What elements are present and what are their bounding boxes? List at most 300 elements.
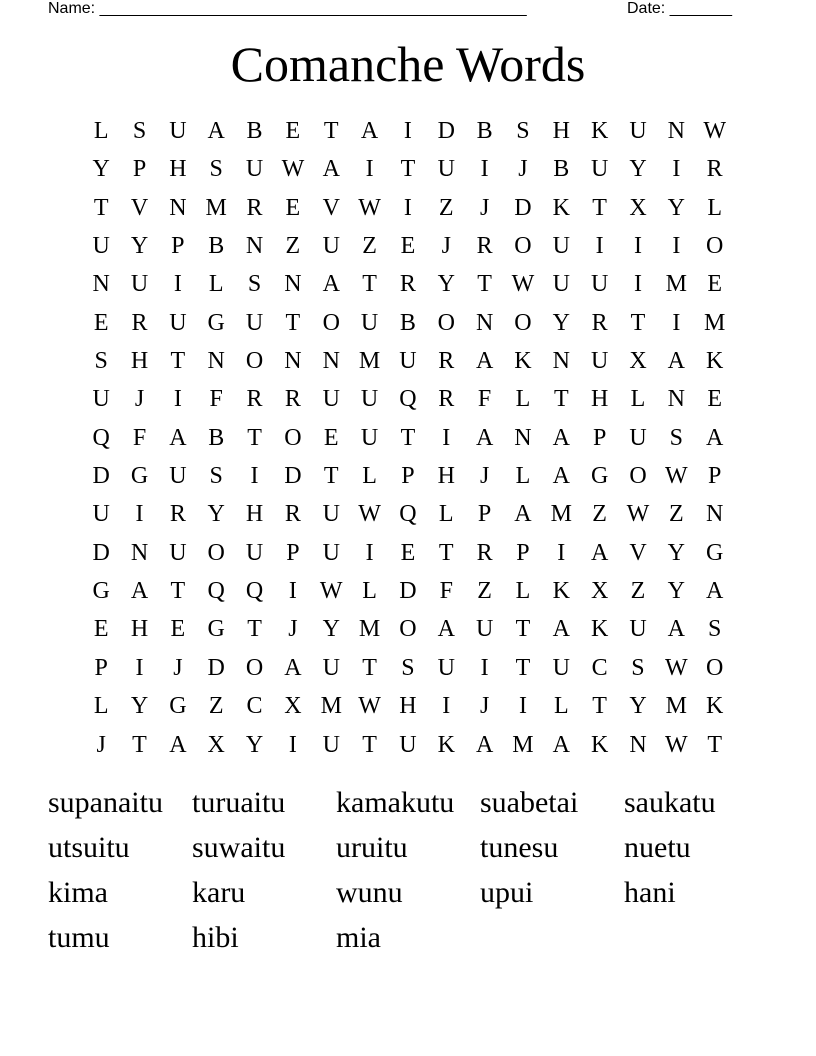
word-list <box>48 780 768 960</box>
grid-letter[interactable]: F <box>477 386 492 413</box>
grid-letter[interactable]: U <box>399 731 417 758</box>
grid-letter[interactable]: Y <box>667 539 685 566</box>
grid-letter[interactable]: T <box>132 731 147 758</box>
grid-letter[interactable]: P <box>286 539 300 566</box>
grid-letter[interactable]: K <box>590 616 609 643</box>
grid-letter[interactable]: W <box>281 156 305 183</box>
grid-letter[interactable]: I <box>518 693 527 720</box>
grid-letter[interactable]: I <box>672 233 681 260</box>
grid-letter[interactable]: M <box>665 271 687 298</box>
grid-letter[interactable]: L <box>515 578 531 605</box>
grid-letter[interactable]: D <box>437 118 455 144</box>
grid-letter[interactable]: N <box>629 731 647 758</box>
grid-letter[interactable]: S <box>209 463 223 490</box>
grid-letter[interactable]: Y <box>552 309 570 336</box>
grid-letter[interactable]: E <box>400 539 416 566</box>
grid-letter[interactable]: T <box>170 578 186 605</box>
grid-letter[interactable]: M <box>205 194 227 221</box>
grid-letter[interactable]: O <box>322 309 340 336</box>
grid-letter[interactable]: O <box>207 539 225 566</box>
grid-letter[interactable]: A <box>706 578 724 605</box>
grid-letter[interactable]: N <box>552 348 570 375</box>
grid-letter[interactable]: K <box>590 118 609 144</box>
grid-letter[interactable]: O <box>706 654 724 681</box>
grid-letter[interactable]: H <box>590 386 609 413</box>
grid-letter[interactable]: Y <box>245 731 264 758</box>
grid-letter[interactable]: Z <box>668 501 684 528</box>
grid-letter[interactable]: M <box>704 309 726 336</box>
grid-letter[interactable]: B <box>476 118 493 144</box>
grid-letter[interactable]: A <box>360 118 379 144</box>
grid-letter[interactable]: F <box>132 424 147 451</box>
grid-letter[interactable]: K <box>552 194 570 221</box>
grid-letter[interactable]: J <box>173 654 183 681</box>
grid-letter[interactable]: S <box>132 118 147 144</box>
grid-letter[interactable]: N <box>706 501 724 528</box>
grid-letter[interactable]: O <box>399 616 417 643</box>
grid-letter[interactable]: R <box>284 501 301 528</box>
grid-letter[interactable]: U <box>590 271 609 298</box>
grid-letter[interactable]: S <box>516 118 530 144</box>
grid-letter[interactable]: U <box>169 463 187 490</box>
grid-letter[interactable]: L <box>707 194 722 221</box>
grid-letter[interactable]: E <box>285 194 301 221</box>
grid-letter[interactable]: V <box>629 539 647 566</box>
grid-letter[interactable]: U <box>92 501 110 528</box>
grid-letter[interactable]: E <box>707 271 722 298</box>
grid-letter[interactable]: X <box>629 194 647 221</box>
grid-letter[interactable]: D <box>207 654 225 681</box>
grid-letter[interactable]: A <box>169 731 187 758</box>
grid-letter[interactable]: G <box>130 463 149 490</box>
grid-letter[interactable]: A <box>667 348 685 375</box>
grid-letter[interactable]: P <box>477 501 492 528</box>
grid-letter[interactable]: Y <box>629 156 647 183</box>
grid-letter[interactable]: T <box>592 194 607 221</box>
grid-letter[interactable]: O <box>245 348 264 375</box>
grid-letter[interactable]: W <box>358 501 381 528</box>
grid-letter[interactable]: E <box>400 233 416 260</box>
grid-letter[interactable]: P <box>401 463 415 490</box>
grid-letter[interactable]: I <box>442 424 451 451</box>
grid-letter[interactable]: K <box>437 731 455 758</box>
grid-letter[interactable]: P <box>132 156 147 183</box>
grid-letter[interactable]: I <box>672 156 681 183</box>
grid-letter[interactable]: G <box>169 693 187 720</box>
grid-letter[interactable]: C <box>246 693 263 720</box>
grid-letter[interactable]: U <box>245 309 264 336</box>
word-list-item: utsuitu <box>48 831 130 864</box>
grid-letter[interactable]: U <box>130 271 149 298</box>
grid-letter[interactable]: N <box>284 271 302 298</box>
grid-letter[interactable]: N <box>130 539 149 566</box>
grid-letter[interactable]: W <box>358 693 381 720</box>
grid-letter[interactable]: T <box>93 194 109 221</box>
grid-letter[interactable]: W <box>665 463 688 490</box>
grid-letter[interactable]: P <box>516 539 530 566</box>
grid-letter[interactable]: W <box>626 501 650 528</box>
grid-letter[interactable]: A <box>437 616 455 643</box>
grid-letter[interactable]: M <box>320 693 342 720</box>
grid-letter[interactable]: M <box>358 616 381 643</box>
grid-letter[interactable]: A <box>552 463 570 490</box>
grid-letter[interactable]: A <box>552 616 570 643</box>
grid-letter[interactable]: U <box>322 233 340 260</box>
grid-letter[interactable]: U <box>322 731 340 758</box>
grid-letter[interactable]: R <box>169 501 186 528</box>
grid-letter[interactable]: W <box>319 578 343 605</box>
grid-letter[interactable]: D <box>284 463 302 490</box>
grid-row <box>82 227 734 265</box>
grid-letter[interactable]: I <box>403 194 412 221</box>
grid-letter[interactable]: U <box>322 654 340 681</box>
grid-letter[interactable]: U <box>590 348 609 375</box>
grid-letter[interactable]: L <box>93 118 109 144</box>
grid-letter[interactable]: M <box>358 348 381 375</box>
grid-letter[interactable]: H <box>399 693 417 720</box>
grid-letter[interactable]: Y <box>322 616 340 643</box>
grid-letter[interactable]: H <box>437 463 455 490</box>
grid-letter[interactable]: T <box>170 348 186 375</box>
grid-letter[interactable]: U <box>399 348 417 375</box>
grid-letter[interactable]: R <box>131 309 148 336</box>
grid-letter[interactable]: N <box>284 348 302 375</box>
grid-letter[interactable]: T <box>592 693 607 720</box>
grid-letter[interactable]: B <box>246 118 263 144</box>
grid-letter[interactable]: H <box>245 501 264 528</box>
grid-letter[interactable]: A <box>590 539 609 566</box>
grid-letter[interactable]: N <box>667 386 685 413</box>
grid-letter[interactable]: V <box>322 194 340 221</box>
grid-letter[interactable]: K <box>706 693 724 720</box>
grid-letter[interactable]: A <box>284 654 302 681</box>
grid-letter[interactable]: Y <box>667 194 685 221</box>
grid-letter[interactable]: G <box>92 578 110 605</box>
grid-letter[interactable]: T <box>553 386 569 413</box>
grid-letter[interactable]: I <box>633 233 642 260</box>
grid-letter[interactable]: N <box>207 348 225 375</box>
grid-letter[interactable]: J <box>518 156 528 183</box>
grid-letter[interactable]: A <box>322 271 340 298</box>
grid-letter[interactable]: J <box>96 731 106 758</box>
grid-letter[interactable]: K <box>590 731 609 758</box>
grid-letter[interactable]: X <box>590 578 609 605</box>
grid-letter[interactable]: Y <box>207 501 225 528</box>
grid-letter[interactable]: K <box>514 348 532 375</box>
grid-letter[interactable]: L <box>515 463 531 490</box>
grid-letter[interactable]: F <box>209 386 223 413</box>
grid-letter[interactable]: G <box>706 539 724 566</box>
grid-letter[interactable]: U <box>245 156 264 183</box>
grid-letter[interactable]: A <box>514 501 532 528</box>
grid-letter[interactable]: D <box>92 539 110 566</box>
grid-letter[interactable]: S <box>94 348 108 375</box>
grid-letter[interactable]: I <box>403 118 412 144</box>
grid-letter[interactable]: R <box>591 309 608 336</box>
grid-letter[interactable]: B <box>208 233 225 260</box>
grid-letter[interactable]: F <box>439 578 453 605</box>
grid-letter[interactable]: L <box>515 386 531 413</box>
grid-letter[interactable]: L <box>630 386 646 413</box>
grid-letter[interactable]: M <box>512 731 534 758</box>
grid-letter[interactable]: U <box>322 539 340 566</box>
grid-letter[interactable]: R <box>284 386 301 413</box>
grid-letter[interactable]: O <box>514 233 532 260</box>
grid-letter[interactable]: S <box>669 424 683 451</box>
word-search-grid[interactable] <box>82 112 734 764</box>
grid-letter[interactable]: U <box>360 309 379 336</box>
grid-row <box>82 342 734 380</box>
grid-letter[interactable]: N <box>514 424 532 451</box>
grid-letter[interactable]: R <box>246 386 263 413</box>
grid-letter[interactable]: E <box>707 386 722 413</box>
grid-letter[interactable]: T <box>362 654 377 681</box>
grid-letter[interactable]: P <box>707 463 722 490</box>
grid-letter[interactable]: I <box>442 693 451 720</box>
grid-letter[interactable]: L <box>208 271 224 298</box>
grid-letter[interactable]: K <box>706 348 724 375</box>
grid-letter[interactable]: Z <box>477 578 492 605</box>
grid-letter[interactable]: D <box>399 578 417 605</box>
grid-letter[interactable]: T <box>323 118 339 144</box>
grid-letter[interactable]: T <box>323 463 339 490</box>
grid-letter[interactable]: G <box>207 616 225 643</box>
grid-letter[interactable]: U <box>552 654 570 681</box>
grid-letter[interactable]: A <box>706 424 724 451</box>
grid-letter[interactable]: I <box>480 156 489 183</box>
grid-letter[interactable]: U <box>169 539 187 566</box>
grid-letter[interactable]: T <box>515 616 531 643</box>
grid-letter[interactable]: T <box>515 654 531 681</box>
grid-letter[interactable]: K <box>552 578 570 605</box>
grid-letter[interactable]: Q <box>207 578 225 605</box>
grid-letter[interactable]: N <box>169 194 187 221</box>
grid-letter[interactable]: Q <box>399 386 417 413</box>
grid-letter[interactable]: E <box>170 616 186 643</box>
grid-letter[interactable]: R <box>399 271 416 298</box>
grid-letter[interactable]: Z <box>362 233 377 260</box>
grid-letter[interactable]: S <box>247 271 262 298</box>
grid-letter[interactable]: T <box>438 539 454 566</box>
grid-letter[interactable]: X <box>629 348 647 375</box>
grid-letter[interactable]: Y <box>437 271 455 298</box>
grid-letter[interactable]: Q <box>245 578 264 605</box>
grid-letter[interactable]: Y <box>130 233 149 260</box>
grid-letter[interactable]: T <box>400 424 416 451</box>
grid-letter[interactable]: M <box>550 501 572 528</box>
grid-letter[interactable]: W <box>665 731 688 758</box>
grid-letter[interactable]: U <box>475 616 494 643</box>
grid-letter[interactable]: A <box>207 118 225 144</box>
grid-letter[interactable]: U <box>590 156 609 183</box>
grid-letter[interactable]: Z <box>208 693 224 720</box>
grid-letter[interactable]: O <box>629 463 647 490</box>
grid-letter[interactable]: U <box>629 616 647 643</box>
grid-letter[interactable]: I <box>365 539 374 566</box>
grid-letter[interactable]: U <box>552 233 570 260</box>
grid-letter[interactable]: Y <box>130 693 149 720</box>
grid-letter[interactable]: U <box>552 271 570 298</box>
grid-letter[interactable]: G <box>207 309 225 336</box>
grid-letter[interactable]: U <box>92 386 110 413</box>
grid-letter[interactable]: A <box>667 616 685 643</box>
grid-letter[interactable]: I <box>173 271 182 298</box>
grid-letter[interactable]: L <box>553 693 569 720</box>
grid-letter[interactable]: N <box>667 118 685 144</box>
grid-letter[interactable]: B <box>208 424 225 451</box>
grid-letter[interactable]: S <box>209 156 223 183</box>
grid-letter[interactable]: P <box>94 654 108 681</box>
grid-letter[interactable]: A <box>130 578 149 605</box>
grid-letter[interactable]: U <box>92 233 110 260</box>
grid-letter[interactable]: C <box>591 654 608 681</box>
name-field[interactable]: Name: ________________________________________________ <box>48 0 527 17</box>
grid-letter[interactable]: R <box>246 194 263 221</box>
grid-letter[interactable]: U <box>360 386 379 413</box>
grid-letter[interactable]: R <box>438 348 455 375</box>
grid-letter[interactable]: D <box>514 194 532 221</box>
grid-letter[interactable]: T <box>477 271 492 298</box>
grid-letter[interactable]: D <box>92 463 110 490</box>
grid-letter[interactable]: S <box>707 616 722 643</box>
date-field[interactable]: Date: _______ <box>627 0 732 17</box>
grid-letter[interactable]: R <box>706 156 723 183</box>
grid-letter[interactable]: U <box>437 156 455 183</box>
grid-letter[interactable]: Z <box>438 194 454 221</box>
grid-letter[interactable]: Y <box>92 156 110 183</box>
grid-letter[interactable]: V <box>130 194 149 221</box>
grid-letter[interactable]: I <box>288 578 297 605</box>
grid-letter[interactable]: A <box>475 348 494 375</box>
grid-letter[interactable]: I <box>135 501 144 528</box>
grid-letter[interactable]: T <box>362 731 377 758</box>
grid-letter[interactable]: M <box>665 693 687 720</box>
word-list-item: tunesu <box>480 831 559 864</box>
grid-letter[interactable]: N <box>245 233 264 260</box>
grid-letter[interactable]: H <box>169 156 187 183</box>
grid-letter[interactable]: A <box>552 731 570 758</box>
grid-letter[interactable]: H <box>130 348 149 375</box>
grid-letter[interactable]: I <box>173 386 182 413</box>
grid-letter[interactable]: L <box>93 693 109 720</box>
grid-letter[interactable]: I <box>480 654 489 681</box>
grid-letter[interactable]: S <box>631 654 645 681</box>
grid-letter[interactable]: U <box>360 424 379 451</box>
grid-letter[interactable]: T <box>707 731 722 758</box>
grid-letter[interactable]: E <box>323 424 339 451</box>
grid-letter[interactable]: E <box>93 309 109 336</box>
grid-letter[interactable]: O <box>245 654 264 681</box>
grid-letter[interactable]: U <box>245 539 264 566</box>
grid-letter[interactable]: U <box>629 118 647 144</box>
grid-row <box>82 457 734 495</box>
grid-letter[interactable]: Y <box>629 693 647 720</box>
grid-letter[interactable]: E <box>285 118 301 144</box>
grid-letter[interactable]: J <box>479 693 490 720</box>
grid-letter[interactable]: T <box>630 309 646 336</box>
grid-letter[interactable]: I <box>633 271 642 298</box>
grid-letter[interactable]: T <box>285 309 301 336</box>
grid-letter[interactable]: I <box>365 156 374 183</box>
grid-letter[interactable]: J <box>134 386 145 413</box>
grid-letter[interactable]: I <box>595 233 604 260</box>
grid-letter[interactable]: L <box>438 501 454 528</box>
grid-letter[interactable]: A <box>552 424 570 451</box>
grid-letter[interactable]: B <box>399 309 416 336</box>
grid-letter[interactable]: P <box>592 424 607 451</box>
grid-letter[interactable]: Z <box>630 578 646 605</box>
grid-letter[interactable]: P <box>171 233 185 260</box>
grid-letter[interactable]: O <box>706 233 724 260</box>
grid-letter[interactable]: G <box>590 463 609 490</box>
grid-letter[interactable]: J <box>479 194 490 221</box>
grid-letter[interactable]: A <box>475 424 494 451</box>
grid-letter[interactable]: A <box>322 156 340 183</box>
grid-letter[interactable]: Q <box>399 501 417 528</box>
grid-letter[interactable]: T <box>362 271 377 298</box>
grid-letter[interactable]: A <box>169 424 187 451</box>
grid-letter[interactable]: Z <box>592 501 607 528</box>
grid-letter[interactable]: W <box>665 654 688 681</box>
grid-letter[interactable]: Q <box>92 424 110 451</box>
grid-letter[interactable]: L <box>362 578 377 605</box>
grid-letter[interactable]: I <box>288 731 297 758</box>
grid-letter[interactable]: N <box>322 348 340 375</box>
grid-letter[interactable]: U <box>437 654 455 681</box>
grid-letter[interactable]: I <box>135 654 144 681</box>
grid-letter[interactable]: Y <box>667 578 685 605</box>
grid-letter[interactable]: T <box>247 616 262 643</box>
page-title: Comanche Words <box>230 36 586 92</box>
grid-letter[interactable]: R <box>476 539 493 566</box>
grid-letter[interactable]: U <box>169 118 187 144</box>
grid-letter[interactable]: U <box>322 501 340 528</box>
grid-letter[interactable]: R <box>476 233 493 260</box>
grid-letter[interactable]: R <box>438 386 455 413</box>
grid-letter[interactable]: L <box>362 463 377 490</box>
grid-letter[interactable]: A <box>475 731 494 758</box>
grid-letter[interactable]: N <box>92 271 110 298</box>
grid-letter[interactable]: W <box>358 194 381 221</box>
grid-letter[interactable]: O <box>514 309 532 336</box>
header <box>0 0 816 20</box>
grid-letter[interactable]: J <box>441 233 451 260</box>
grid-letter[interactable]: I <box>557 539 566 566</box>
grid-letter[interactable]: T <box>400 156 416 183</box>
grid-letter[interactable]: B <box>553 156 570 183</box>
grid-letter[interactable]: T <box>247 424 262 451</box>
grid-letter[interactable]: U <box>322 386 340 413</box>
grid-letter[interactable]: X <box>207 731 225 758</box>
grid-letter[interactable]: N <box>475 309 494 336</box>
grid-letter[interactable]: S <box>401 654 415 681</box>
grid-letter[interactable]: O <box>437 309 455 336</box>
grid-letter[interactable]: E <box>93 616 109 643</box>
grid-letter[interactable]: O <box>284 424 302 451</box>
grid-letter[interactable]: W <box>511 271 535 298</box>
grid-letter[interactable]: W <box>703 118 726 144</box>
grid-letter[interactable]: X <box>284 693 302 720</box>
grid-letter[interactable]: U <box>629 424 647 451</box>
grid-letter[interactable]: J <box>479 463 490 490</box>
grid-letter[interactable]: H <box>130 616 149 643</box>
grid-letter[interactable]: I <box>250 463 259 490</box>
grid-letter[interactable]: J <box>288 616 298 643</box>
grid-letter[interactable]: H <box>552 118 570 144</box>
grid-letter[interactable]: I <box>672 309 681 336</box>
grid-letter[interactable]: U <box>169 309 187 336</box>
grid-letter[interactable]: Z <box>285 233 301 260</box>
